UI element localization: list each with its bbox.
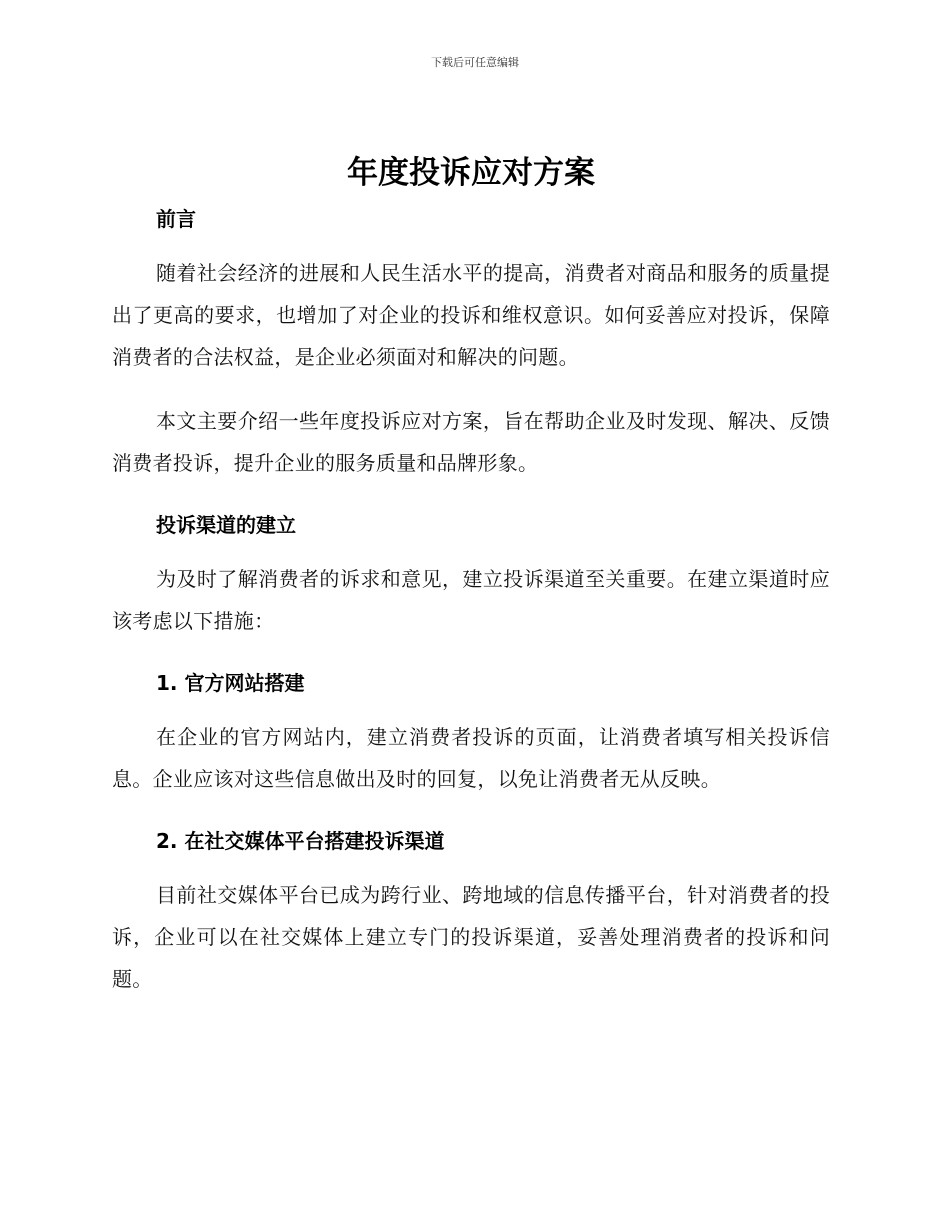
paragraph-website-1: 在企业的官方网站内，建立消费者投诉的页面，让消费者填写相关投诉信息。企业应该对这些信息做出及时的回复，以免让消费者无从反映。 <box>112 725 830 791</box>
paragraph-preface-2: 本文主要介绍一些年度投诉应对方案，旨在帮助企业及时发现、解决、反馈消费者投诉，提升企业的服务质量和品牌形象。 <box>112 409 830 475</box>
header-note: 下载后可任意编辑 <box>431 56 519 69</box>
paragraph-channels-1: 为及时了解消费者的诉求和意见，建立投诉渠道至关重要。在建立渠道时应该考虑以下措施： <box>112 567 830 633</box>
document-title: 年度投诉应对方案 <box>347 155 595 191</box>
section-heading-preface: 前言 <box>156 207 196 231</box>
subsection-heading-social: 2. 在社交媒体平台搭建投诉渠道 <box>156 829 445 853</box>
subsection-heading-website: 1. 官方网站搭建 <box>156 671 305 695</box>
paragraph-preface-1: 随着社会经济的进展和人民生活水平的提高，消费者对商品和服务的质量提出了更高的要求，也增加了对企业的投诉和维权意识。如何妥善应对投诉，保障消费者的合法权益，是企业必须面对和解决的问题。 <box>112 261 830 369</box>
section-heading-channels: 投诉渠道的建立 <box>156 513 296 537</box>
paragraph-social-1: 目前社交媒体平台已成为跨行业、跨地域的信息传播平台，针对消费者的投诉，企业可以在社交媒体上建立专门的投诉渠道，妥善处理消费者的投诉和问题。 <box>112 883 830 991</box>
document-body <box>112 148 830 1000</box>
